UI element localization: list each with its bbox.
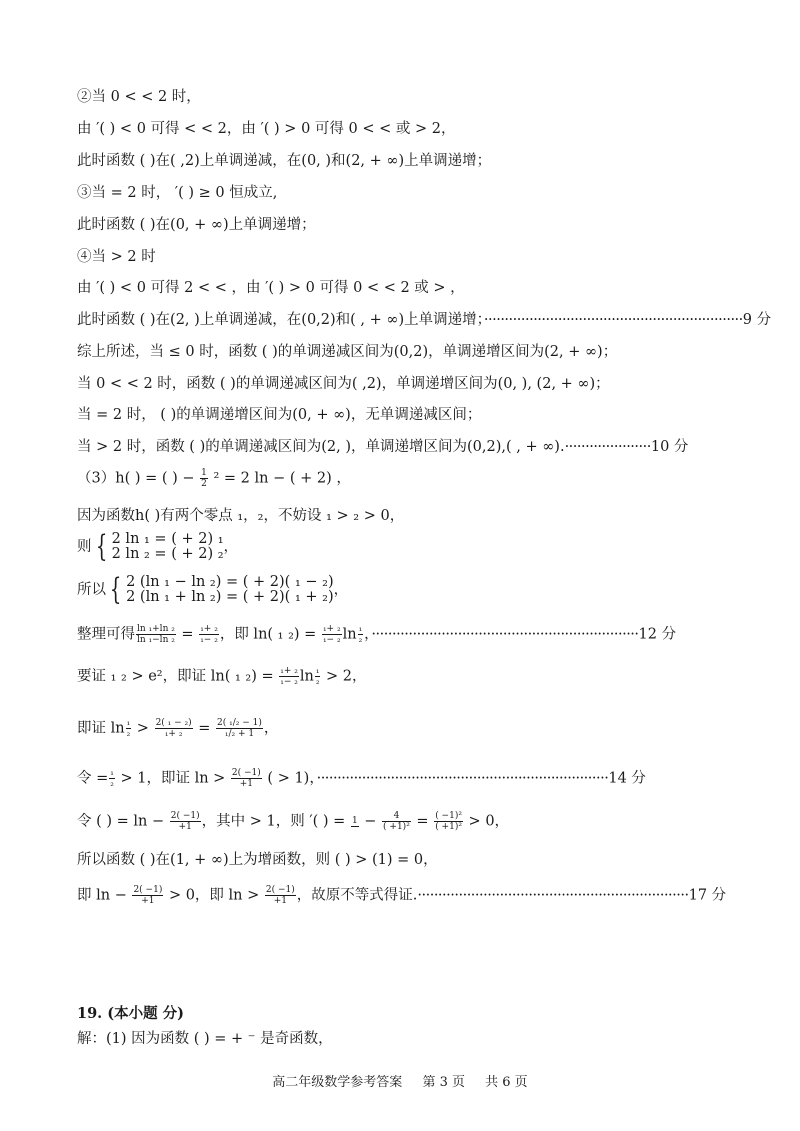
fraction [126, 718, 132, 739]
equivalent-line [77, 718, 278, 739]
fraction-den: +1 [178, 822, 192, 832]
fraction [199, 624, 219, 645]
prove-text: ln [299, 668, 314, 685]
text-line: 此时函数 ( )在( ,2)上单调递减，在(0, )和(2, + ∞)上单调递增； [77, 153, 492, 169]
score-dots: ······································································· [316, 770, 609, 787]
g-text: > 0， [463, 813, 510, 830]
fraction-num: 2( −1) [133, 885, 163, 895]
equation-system [77, 572, 349, 607]
fraction-num: ₁ [126, 718, 131, 728]
equiv-text: = [193, 720, 211, 737]
text-line: ②当 0 < < 2 时， [77, 89, 201, 105]
fraction-den: ( +1)² [435, 822, 462, 832]
fraction [265, 885, 296, 906]
tidy-text: ， [364, 626, 372, 643]
score-label: 17 分 [688, 887, 727, 904]
question-19-title: 19. (本小题 分) [77, 1005, 185, 1022]
text-line: ③当 = 2 时， ′( ) ≥ 0 恒成立, [77, 185, 278, 201]
fraction-den: 2 [201, 479, 207, 489]
fraction-num: ₁ [315, 666, 320, 676]
let-text: ( > 1)， [262, 770, 317, 787]
text-line: 由 ′( ) < 0 可得 < < 2，由 ′( ) > 0 可得 0 < < 或 > 2， [77, 121, 456, 137]
equiv-text: ， [263, 720, 279, 737]
score-dots: ····················· [564, 439, 651, 455]
line-text: 此时函数 ( )在(2, )上单调递减，在(0,2)和( , + ∞)上单调递增； [77, 312, 484, 328]
fraction-num: 2( ₁/₂ − 1) [217, 718, 262, 728]
system-suffix: ， [223, 539, 239, 555]
tidy-line: 整理可得 $\frac{\text{ln ₁+ln ₂}}{\text{ln ₁−ln ₂}}$ = $\frac{\text{₁+ ₂}}{\text{₁− ₂}}$ ，即 ln( ₁ ₂) = $\frac{\text{₁+ ₂}}{\text{₁− ₂}}$ ln $\frac{\text{₁}}{\text{₂}}$ ，·································································12 分 [77, 624, 677, 645]
fraction [155, 718, 193, 739]
fin-text: 即 ln − [77, 887, 127, 904]
fraction-den: ln ₁−ln ₂ [137, 635, 175, 645]
increasing-line: 所以函数 ( )在(1, + ∞)上为增函数，则 ( ) > (1) = 0， [77, 852, 438, 868]
tidy-text: 整理可得 [77, 626, 135, 643]
g-text: − [359, 813, 377, 830]
footer-total-pages: 共 6 页 [485, 1075, 528, 1090]
system-rows [126, 575, 334, 605]
fraction [279, 666, 299, 687]
fraction-den: ₁− ₂ [280, 677, 298, 687]
fraction-den: ₁− ₂ [322, 635, 341, 645]
text-line [77, 311, 771, 329]
system-prefix: 则 [77, 539, 92, 555]
score-dots: ································································· [371, 626, 639, 643]
fraction-num: 2( −1) [231, 768, 261, 778]
text-line: 由 ′( ) < 0 可得 2 < < ，由 ′( ) > 0 可得 0 < < 2 或 > ， [77, 280, 465, 296]
tidy-text: ln [342, 626, 357, 643]
fraction [200, 468, 208, 489]
fin-text: ，故原不等式得证. [296, 887, 418, 904]
equiv-text: 即证 ln [77, 720, 125, 737]
brace-icon: { [95, 529, 107, 564]
text-line: 当 = 2 时， ( )的单调递增区间为(0, + ∞)，无单调递减区间； [77, 407, 482, 423]
brace-icon: { [109, 572, 122, 607]
text-line: 综上所述，当 ≤ 0 时，函数 ( )的单调递减区间为(0,2)，单调递增区间为(2, + ∞)； [77, 344, 618, 360]
fraction [136, 624, 176, 645]
let-text: > 1，即证 ln > [115, 770, 226, 787]
score-label: 12 分 [638, 626, 677, 643]
fraction-num: 1 [201, 468, 207, 478]
system-1 [77, 529, 239, 564]
fraction-den: ₁+ ₂ [164, 729, 183, 739]
fraction [231, 768, 262, 789]
function-g-line [77, 811, 509, 832]
text-line: 此时函数 ( )在(0, + ∞)上单调递增； [77, 217, 316, 233]
fraction-num: 2( ₁ − ₂) [155, 718, 192, 728]
prove-line [77, 666, 367, 687]
system-prefix: 所以 [77, 582, 106, 598]
fraction-num: ₁ [358, 624, 363, 634]
fraction-den: ₂ [126, 729, 131, 739]
system-2 [77, 572, 349, 607]
tidy-text: ，即 ln( ₁ ₂) = [219, 626, 317, 643]
system-rows [112, 532, 224, 562]
fraction [216, 718, 263, 739]
fraction-num: ₁ [110, 768, 114, 778]
text-line [77, 438, 688, 456]
fraction [132, 885, 163, 906]
fraction [109, 768, 115, 789]
fraction-num: ( −1)² [435, 811, 462, 821]
h-def-text: （3）h( ) = ( ) − [77, 470, 195, 487]
fraction-num: ₁+ ₂ [280, 666, 298, 676]
footer-page-number: 第 3 页 [422, 1075, 465, 1090]
system-row: 2 (ln ₁ + ln ₂) = ( + 2)( ₁ + ₂) [126, 589, 334, 605]
footer-doc-title: 高二年级数学参考答案 [272, 1075, 403, 1090]
score-dots: ·································································· [417, 887, 689, 904]
prove-text: > 2， [321, 668, 367, 685]
score-label: 10 分 [650, 439, 689, 455]
fraction-num: 2( −1) [170, 811, 200, 821]
text-line: ④当 > 2 时 [77, 249, 156, 265]
system-row: 2 (ln ₁ − ln ₂) = ( + 2)( ₁ − ₂) [126, 574, 334, 590]
h-def-text: ² = 2 ln − ( + 2) ， [213, 470, 351, 487]
fin-text: > 0，即 ln > [164, 887, 260, 904]
fraction-den: +1 [141, 896, 155, 906]
fraction-num: 2( −1) [265, 885, 295, 895]
score-label: 14 分 [608, 770, 646, 787]
system-suffix: ， [333, 582, 349, 598]
fraction-num: 1 [351, 816, 358, 826]
equation-system [77, 529, 239, 564]
fraction-num: ₁+ ₂ [200, 624, 218, 634]
fraction-num: 4 [382, 811, 411, 822]
system-row: 2 ln ₁ = ( + 2) ₁ [111, 531, 224, 547]
text-line: 当 0 < < 2 时，函数 ( )的单调递减区间为( ,2)，单调递增区间为(0, ), (2, + ∞)； [77, 376, 610, 392]
fraction-num: ₁+ ₂ [322, 624, 341, 634]
question-19-solution: 解：(1) 因为函数 ( ) = + ⁻ 是奇函数， [77, 1031, 333, 1047]
g-text: 令 ( ) = ln − [77, 813, 165, 830]
g-text: ，其中 > 1，则 ′( ) = [201, 813, 346, 830]
system-row: 2 ln ₂ = ( + 2) ₂ [111, 546, 224, 562]
equiv-text: > [132, 720, 149, 737]
score-label: 9 分 [742, 312, 772, 328]
fraction [351, 816, 359, 827]
fraction-den: ( +1)² [383, 822, 410, 832]
fraction-den: ₂ [110, 779, 114, 789]
page-footer [0, 1071, 800, 1090]
fraction-den: ₂ [358, 635, 363, 645]
zeros-line: 因为函数h( )有两个零点 ₁，₂，不妨设 ₁ > ₂ > 0， [77, 508, 405, 524]
substitution-line [77, 768, 646, 789]
fraction-den: ₂ [315, 677, 320, 687]
prove-text: 要证 ₁ ₂ > e²，即证 ln( ₁ ₂) = [77, 668, 274, 685]
let-text: 令 = [77, 770, 109, 787]
line-text: 当 > 2 时，函数 ( )的单调递减区间为(2, )，单调递增区间为(0,2),( , + ∞). [77, 439, 565, 455]
conclusion-line [77, 885, 726, 906]
fraction-den: +1 [273, 896, 287, 906]
score-dots: ······························································· [483, 312, 743, 328]
h-definition [77, 468, 351, 489]
g-text: = [411, 813, 429, 830]
fraction [382, 811, 411, 832]
fraction [434, 811, 463, 832]
fraction-num: ln ₁+ln ₂ [137, 624, 175, 634]
fraction-den: ₁− ₂ [200, 635, 218, 645]
fraction-den: ₁/₂ + 1 [224, 729, 255, 739]
fraction [322, 624, 342, 645]
fraction-den: +1 [239, 779, 253, 789]
fraction [170, 811, 201, 832]
fraction [315, 666, 321, 687]
fraction [358, 624, 364, 645]
